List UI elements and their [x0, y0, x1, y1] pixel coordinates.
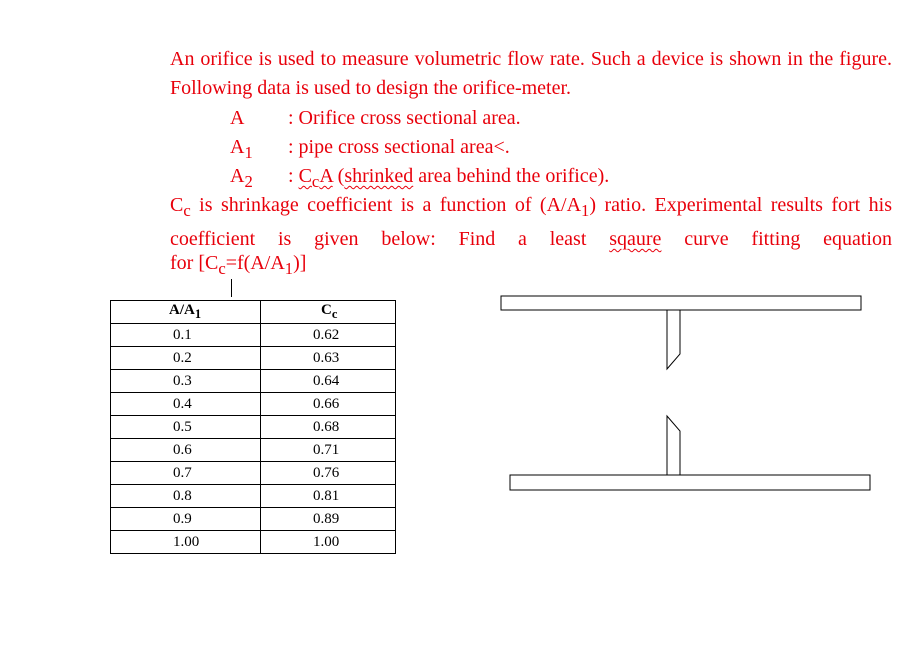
shrinkage-paragraph — [170, 191, 892, 254]
intro-paragraph: An orifice is used to measure volumetric flow rate. Such a device is shown in the figure. Following data is used to design the orifice-meter. — [170, 48, 892, 99]
cc-symbol: C — [298, 165, 312, 187]
text-end: area behind the orifice). — [413, 165, 610, 187]
equation-text: )] — [293, 252, 307, 274]
cell-cc: 0.63 — [261, 347, 396, 370]
cell-cc: 0.66 — [261, 393, 396, 416]
equation-text: for [C — [170, 252, 219, 274]
a-symbol: A — [319, 165, 333, 187]
definition-text: : Orifice cross sectional area. — [288, 107, 521, 129]
orifice-diagram — [490, 285, 880, 500]
cc-subscript: c — [183, 201, 191, 220]
cell-ratio: 0.1 — [111, 324, 261, 347]
cell-ratio: 0.2 — [111, 347, 261, 370]
symbol-text: A — [230, 136, 245, 158]
symbol-text: A — [230, 107, 245, 129]
cell-cc: 0.76 — [261, 462, 396, 485]
equation-text: =f(A/A — [225, 252, 285, 274]
cell-ratio: 0.6 — [111, 439, 261, 462]
table-row — [111, 393, 396, 416]
cell-cc: 1.00 — [261, 531, 396, 554]
table-row — [111, 531, 396, 554]
cell-ratio: 0.8 — [111, 485, 261, 508]
cc-subscript: c — [311, 172, 320, 191]
a1-subscript: 1 — [284, 259, 294, 278]
squiggly-text — [298, 165, 333, 191]
cell-cc: 0.71 — [261, 439, 396, 462]
data-table — [110, 300, 396, 554]
symbol-subscript: 2 — [244, 172, 253, 191]
table-row — [111, 439, 396, 462]
table-row — [111, 324, 396, 347]
cell-cc: 0.89 — [261, 508, 396, 531]
table-row — [111, 462, 396, 485]
bottom-pipe-wall — [510, 475, 870, 490]
cursor-marker — [231, 279, 232, 297]
header-subscript: c — [331, 307, 338, 321]
equation-paragraph — [170, 249, 892, 283]
definition-text: : pipe cross sectional area<. — [288, 136, 510, 158]
header-text: A/A — [169, 302, 195, 318]
cell-ratio: 0.4 — [111, 393, 261, 416]
cell-ratio: 1.00 — [111, 531, 261, 554]
paragraph-text: ) ratio. Experimental results fort his coefficient is given below: Find a least — [170, 194, 892, 250]
table-row — [111, 370, 396, 393]
cell-cc: 0.81 — [261, 485, 396, 508]
squiggly-word: sqaure — [609, 228, 662, 250]
text-mid: ( — [332, 165, 345, 187]
header-text: C — [321, 302, 332, 318]
squiggly-word: shrinked — [344, 165, 414, 187]
a1-subscript: 1 — [581, 201, 590, 220]
table-row — [111, 416, 396, 439]
table-row — [111, 485, 396, 508]
cell-cc: 0.62 — [261, 324, 396, 347]
paragraph-text: is shrinkage coefficient is a function of (A/A — [190, 194, 582, 216]
cell-ratio: 0.9 — [111, 508, 261, 531]
cc-symbol: C — [170, 194, 184, 216]
cell-ratio: 0.7 — [111, 462, 261, 485]
symbol-text: A — [230, 165, 245, 187]
table-row — [111, 508, 396, 531]
cell-cc: 0.68 — [261, 416, 396, 439]
paragraph-text: curve fitting equation — [661, 228, 892, 250]
upper-orifice-plate — [667, 310, 680, 369]
header-subscript: 1 — [194, 307, 202, 321]
symbol-subscript: 1 — [244, 143, 253, 162]
cell-ratio: 0.5 — [111, 416, 261, 439]
definition-row-a — [230, 104, 521, 133]
cell-ratio: 0.3 — [111, 370, 261, 393]
header-cc — [261, 301, 396, 324]
table-row — [111, 347, 396, 370]
definition-symbol — [230, 104, 288, 133]
top-pipe-wall — [501, 296, 861, 310]
text-prefix: : — [288, 165, 299, 187]
table-header-row — [111, 301, 396, 324]
cell-cc: 0.64 — [261, 370, 396, 393]
definition-text — [288, 165, 610, 191]
lower-orifice-plate — [667, 416, 680, 475]
cc-subscript: c — [218, 259, 226, 278]
header-ratio — [111, 301, 261, 324]
